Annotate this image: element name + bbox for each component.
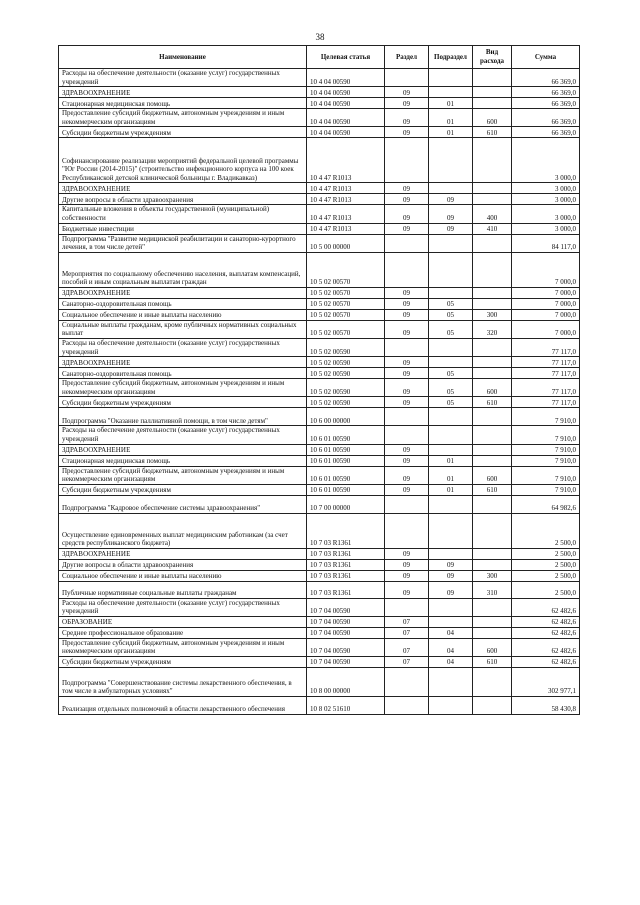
cell-name: Осуществление единовременных выплат медицинским работникам (за счет средств республиканского бюджета) bbox=[59, 513, 307, 548]
cell-expense-type: 300 bbox=[473, 570, 512, 581]
cell-expense-type bbox=[473, 668, 512, 697]
cell-expense-type: 610 bbox=[473, 484, 512, 495]
cell-sum: 62 482,6 bbox=[512, 598, 580, 616]
cell-section: 09 bbox=[385, 194, 429, 205]
cell-section: 09 bbox=[385, 223, 429, 234]
table-row bbox=[59, 223, 580, 234]
cell-subsection bbox=[429, 69, 473, 87]
cell-name: Расходы на обеспечение деятельности (оказание услуг) государственных учреждений bbox=[59, 338, 307, 356]
table-row bbox=[59, 194, 580, 205]
cell-sum: 7 000,0 bbox=[512, 298, 580, 309]
table-row bbox=[59, 109, 580, 127]
cell-subsection: 01 bbox=[429, 455, 473, 466]
table-row bbox=[59, 513, 580, 548]
table-row bbox=[59, 183, 580, 194]
cell-name: Субсидии бюджетным учреждениям bbox=[59, 397, 307, 408]
cell-section: 09 bbox=[385, 309, 429, 320]
cell-sum: 77 117,0 bbox=[512, 338, 580, 356]
cell-section bbox=[385, 138, 429, 183]
cell-expense-type bbox=[473, 455, 512, 466]
cell-section: 09 bbox=[385, 484, 429, 495]
cell-expense-type bbox=[473, 252, 512, 287]
table-row bbox=[59, 368, 580, 379]
cell-sum: 7 910,0 bbox=[512, 466, 580, 484]
cell-subsection: 05 bbox=[429, 397, 473, 408]
cell-sum: 77 117,0 bbox=[512, 379, 580, 397]
column-header-section: Раздел bbox=[385, 46, 429, 69]
cell-section: 09 bbox=[385, 109, 429, 127]
cell-sum: 3 000,0 bbox=[512, 183, 580, 194]
cell-sum: 7 910,0 bbox=[512, 455, 580, 466]
cell-sum: 7 000,0 bbox=[512, 309, 580, 320]
cell-sum: 2 500,0 bbox=[512, 548, 580, 559]
table-row bbox=[59, 397, 580, 408]
cell-code: 10 7 03 R1361 bbox=[307, 581, 385, 598]
cell-code: 10 4 47 R1013 bbox=[307, 194, 385, 205]
cell-sum: 7 000,0 bbox=[512, 287, 580, 298]
table-row bbox=[59, 638, 580, 656]
cell-subsection bbox=[429, 138, 473, 183]
cell-name: ЗДРАВООХРАНЕНИЕ bbox=[59, 87, 307, 98]
cell-expense-type bbox=[473, 548, 512, 559]
cell-expense-type bbox=[473, 98, 512, 109]
cell-section: 09 bbox=[385, 357, 429, 368]
cell-subsection bbox=[429, 338, 473, 356]
cell-section: 07 bbox=[385, 657, 429, 668]
cell-name: ЗДРАВООХРАНЕНИЕ bbox=[59, 548, 307, 559]
table-row bbox=[59, 87, 580, 98]
cell-name: Среднее профессиональное образование bbox=[59, 627, 307, 638]
cell-name: Расходы на обеспечение деятельности (оказание услуг) государственных учреждений bbox=[59, 598, 307, 616]
column-header-code: Целевая статья bbox=[307, 46, 385, 69]
cell-code: 10 8 00 00000 bbox=[307, 668, 385, 697]
cell-section bbox=[385, 598, 429, 616]
cell-subsection: 09 bbox=[429, 559, 473, 570]
table-row bbox=[59, 598, 580, 616]
cell-sum: 66 369,0 bbox=[512, 87, 580, 98]
table-row bbox=[59, 570, 580, 581]
cell-code: 10 4 04 00590 bbox=[307, 69, 385, 87]
cell-section: 09 bbox=[385, 379, 429, 397]
cell-subsection bbox=[429, 87, 473, 98]
cell-sum: 2 500,0 bbox=[512, 581, 580, 598]
cell-name: Субсидии бюджетным учреждениям bbox=[59, 484, 307, 495]
cell-section: 09 bbox=[385, 127, 429, 138]
cell-name: Публичные нормативные социальные выплаты гражданам bbox=[59, 581, 307, 598]
cell-section: 09 bbox=[385, 570, 429, 581]
cell-code: 10 4 47 R1013 bbox=[307, 183, 385, 194]
page-number: 38 bbox=[315, 32, 325, 42]
cell-section: 09 bbox=[385, 397, 429, 408]
cell-subsection bbox=[429, 287, 473, 298]
cell-expense-type: 410 bbox=[473, 223, 512, 234]
cell-section: 09 bbox=[385, 581, 429, 598]
table-row bbox=[59, 484, 580, 495]
cell-name: ЗДРАВООХРАНЕНИЕ bbox=[59, 444, 307, 455]
cell-name: ЗДРАВООХРАНЕНИЕ bbox=[59, 357, 307, 368]
cell-expense-type bbox=[473, 627, 512, 638]
cell-section: 07 bbox=[385, 616, 429, 627]
cell-name: Санаторно-оздоровительная помощь bbox=[59, 368, 307, 379]
cell-subsection bbox=[429, 252, 473, 287]
column-header-expense-type: Вид расхода bbox=[473, 46, 512, 69]
cell-code: 10 7 03 R1361 bbox=[307, 559, 385, 570]
cell-sum: 7 910,0 bbox=[512, 484, 580, 495]
cell-code: 10 5 02 00570 bbox=[307, 252, 385, 287]
cell-code: 10 7 04 00590 bbox=[307, 616, 385, 627]
cell-subsection: 05 bbox=[429, 320, 473, 338]
table-row bbox=[59, 320, 580, 338]
cell-code: 10 6 01 00590 bbox=[307, 444, 385, 455]
cell-section: 07 bbox=[385, 638, 429, 656]
cell-code: 10 5 02 00570 bbox=[307, 287, 385, 298]
cell-expense-type bbox=[473, 697, 512, 715]
cell-section: 09 bbox=[385, 87, 429, 98]
cell-code: 10 6 00 00000 bbox=[307, 408, 385, 426]
cell-name: Санаторно-оздоровительная помощь bbox=[59, 298, 307, 309]
cell-code: 10 4 47 R1013 bbox=[307, 223, 385, 234]
cell-expense-type: 600 bbox=[473, 109, 512, 127]
cell-subsection bbox=[429, 495, 473, 513]
cell-expense-type bbox=[473, 495, 512, 513]
cell-subsection: 09 bbox=[429, 570, 473, 581]
cell-name: Предоставление субсидий бюджетным, автономным учреждениям и иным некоммерческим организациям bbox=[59, 466, 307, 484]
cell-expense-type bbox=[473, 69, 512, 87]
cell-name: Софинансирование реализации мероприятий федеральной целевой программы "Юг России (2014-2015)" (строительство инфекционного корпуса на 100 коек Республиканской детской клинической больницы г. Владикавказ) bbox=[59, 138, 307, 183]
cell-sum: 66 369,0 bbox=[512, 98, 580, 109]
cell-name: Реализация отдельных полномочий в области лекарственного обеспечения bbox=[59, 697, 307, 715]
cell-subsection: 09 bbox=[429, 205, 473, 223]
cell-subsection: 04 bbox=[429, 627, 473, 638]
cell-subsection bbox=[429, 668, 473, 697]
cell-subsection: 04 bbox=[429, 638, 473, 656]
cell-subsection: 01 bbox=[429, 484, 473, 495]
cell-name: Предоставление субсидий бюджетным, автономным учреждениям и иным некоммерческим организациям bbox=[59, 379, 307, 397]
cell-code: 10 5 02 00570 bbox=[307, 320, 385, 338]
cell-subsection bbox=[429, 598, 473, 616]
cell-code: 10 7 00 00000 bbox=[307, 495, 385, 513]
table-row bbox=[59, 426, 580, 444]
cell-sum: 77 117,0 bbox=[512, 368, 580, 379]
table-row bbox=[59, 548, 580, 559]
cell-subsection bbox=[429, 616, 473, 627]
cell-name: Предоставление субсидий бюджетным, автономным учреждениям и иным некоммерческим организациям bbox=[59, 109, 307, 127]
cell-name: Расходы на обеспечение деятельности (оказание услуг) государственных учреждений bbox=[59, 69, 307, 87]
table-row bbox=[59, 697, 580, 715]
cell-code: 10 5 02 00590 bbox=[307, 338, 385, 356]
cell-code: 10 5 02 00590 bbox=[307, 397, 385, 408]
cell-section: 09 bbox=[385, 368, 429, 379]
cell-section: 09 bbox=[385, 183, 429, 194]
cell-subsection bbox=[429, 234, 473, 252]
cell-section bbox=[385, 426, 429, 444]
cell-section bbox=[385, 69, 429, 87]
cell-expense-type bbox=[473, 368, 512, 379]
cell-expense-type: 610 bbox=[473, 127, 512, 138]
cell-expense-type bbox=[473, 338, 512, 356]
cell-name: Предоставление субсидий бюджетным, автономным учреждениям и иным некоммерческим организациям bbox=[59, 638, 307, 656]
cell-subsection bbox=[429, 697, 473, 715]
column-header-name: Наименование bbox=[59, 46, 307, 69]
cell-sum: 66 369,0 bbox=[512, 127, 580, 138]
table-row bbox=[59, 298, 580, 309]
cell-subsection: 09 bbox=[429, 223, 473, 234]
cell-subsection: 01 bbox=[429, 466, 473, 484]
cell-code: 10 4 04 00590 bbox=[307, 98, 385, 109]
cell-name: Субсидии бюджетным учреждениям bbox=[59, 127, 307, 138]
cell-code: 10 4 04 00590 bbox=[307, 109, 385, 127]
cell-subsection: 01 bbox=[429, 98, 473, 109]
table-row bbox=[59, 466, 580, 484]
cell-expense-type: 300 bbox=[473, 309, 512, 320]
cell-expense-type bbox=[473, 426, 512, 444]
cell-code: 10 8 02 51610 bbox=[307, 697, 385, 715]
cell-subsection: 05 bbox=[429, 298, 473, 309]
table-row bbox=[59, 379, 580, 397]
cell-sum: 2 500,0 bbox=[512, 559, 580, 570]
cell-code: 10 6 01 00590 bbox=[307, 455, 385, 466]
cell-code: 10 7 04 00590 bbox=[307, 627, 385, 638]
cell-section bbox=[385, 338, 429, 356]
cell-subsection: 01 bbox=[429, 109, 473, 127]
cell-subsection bbox=[429, 183, 473, 194]
table-row bbox=[59, 559, 580, 570]
cell-expense-type bbox=[473, 234, 512, 252]
cell-subsection bbox=[429, 548, 473, 559]
table-row bbox=[59, 455, 580, 466]
column-header-sum: Сумма bbox=[512, 46, 580, 69]
table-row bbox=[59, 98, 580, 109]
table-row bbox=[59, 338, 580, 356]
cell-expense-type bbox=[473, 598, 512, 616]
cell-section: 07 bbox=[385, 627, 429, 638]
cell-code: 10 4 04 00590 bbox=[307, 127, 385, 138]
cell-section bbox=[385, 513, 429, 548]
column-header-subsection: Подраздел bbox=[429, 46, 473, 69]
cell-section bbox=[385, 697, 429, 715]
cell-expense-type bbox=[473, 138, 512, 183]
cell-section: 09 bbox=[385, 455, 429, 466]
cell-name: Подпрограмма "Оказание паллиативной помощи, в том числе детям" bbox=[59, 408, 307, 426]
cell-section: 09 bbox=[385, 444, 429, 455]
cell-code: 10 4 04 00590 bbox=[307, 87, 385, 98]
cell-expense-type bbox=[473, 194, 512, 205]
cell-expense-type bbox=[473, 287, 512, 298]
table-row bbox=[59, 581, 580, 598]
cell-expense-type: 600 bbox=[473, 638, 512, 656]
cell-section bbox=[385, 252, 429, 287]
cell-code: 10 7 04 00590 bbox=[307, 657, 385, 668]
cell-section: 09 bbox=[385, 559, 429, 570]
cell-section bbox=[385, 408, 429, 426]
cell-expense-type bbox=[473, 616, 512, 627]
cell-subsection bbox=[429, 408, 473, 426]
cell-sum: 3 000,0 bbox=[512, 205, 580, 223]
cell-subsection: 05 bbox=[429, 309, 473, 320]
cell-sum: 84 117,0 bbox=[512, 234, 580, 252]
cell-section: 09 bbox=[385, 98, 429, 109]
cell-subsection bbox=[429, 513, 473, 548]
cell-expense-type: 610 bbox=[473, 657, 512, 668]
cell-section: 09 bbox=[385, 287, 429, 298]
table-row bbox=[59, 657, 580, 668]
cell-name: Социальные выплаты гражданам, кроме публичных нормативных социальных выплат bbox=[59, 320, 307, 338]
cell-sum: 77 117,0 bbox=[512, 397, 580, 408]
cell-sum: 62 482,6 bbox=[512, 616, 580, 627]
cell-sum: 302 977,1 bbox=[512, 668, 580, 697]
cell-name: Стационарная медицинская помощь bbox=[59, 455, 307, 466]
cell-expense-type: 320 bbox=[473, 320, 512, 338]
cell-name: Подпрограмма "Развитие медицинской реабилитации и санаторно-курортного лечения, в том числе детей" bbox=[59, 234, 307, 252]
cell-code: 10 7 04 00590 bbox=[307, 638, 385, 656]
cell-name: Подпрограмма "Кадровое обеспечение системы здравоохранения" bbox=[59, 495, 307, 513]
cell-code: 10 5 00 00000 bbox=[307, 234, 385, 252]
cell-sum: 58 430,8 bbox=[512, 697, 580, 715]
cell-expense-type bbox=[473, 444, 512, 455]
cell-code: 10 7 03 R1361 bbox=[307, 570, 385, 581]
cell-sum: 7 910,0 bbox=[512, 426, 580, 444]
cell-name: Мероприятия по социальному обеспечению населения, выплатам компенсаций, пособий и иным социальным выплатам граждан bbox=[59, 252, 307, 287]
cell-expense-type bbox=[473, 513, 512, 548]
cell-code: 10 6 01 00590 bbox=[307, 466, 385, 484]
cell-sum: 64 982,6 bbox=[512, 495, 580, 513]
cell-name: Социальное обеспечение и иные выплаты населению bbox=[59, 570, 307, 581]
cell-name: Субсидии бюджетным учреждениям bbox=[59, 657, 307, 668]
cell-sum: 7 910,0 bbox=[512, 444, 580, 455]
table-row bbox=[59, 252, 580, 287]
cell-name: Расходы на обеспечение деятельности (оказание услуг) государственных учреждений bbox=[59, 426, 307, 444]
cell-expense-type bbox=[473, 357, 512, 368]
cell-expense-type bbox=[473, 298, 512, 309]
cell-sum: 3 000,0 bbox=[512, 138, 580, 183]
cell-subsection: 01 bbox=[429, 127, 473, 138]
cell-section: 09 bbox=[385, 298, 429, 309]
cell-name: Подпрограмма "Совершенствование системы лекарственного обеспечения, в том числе в амбулаторных условиях" bbox=[59, 668, 307, 697]
cell-subsection: 04 bbox=[429, 657, 473, 668]
table-row bbox=[59, 495, 580, 513]
cell-expense-type bbox=[473, 408, 512, 426]
cell-code: 10 6 01 00590 bbox=[307, 484, 385, 495]
cell-expense-type: 310 bbox=[473, 581, 512, 598]
budget-table bbox=[58, 45, 580, 715]
cell-subsection: 09 bbox=[429, 194, 473, 205]
table-row bbox=[59, 668, 580, 697]
cell-sum: 77 117,0 bbox=[512, 357, 580, 368]
table-row bbox=[59, 357, 580, 368]
cell-code: 10 7 03 R1361 bbox=[307, 513, 385, 548]
cell-code: 10 5 02 00590 bbox=[307, 368, 385, 379]
cell-name: ЗДРАВООХРАНЕНИЕ bbox=[59, 287, 307, 298]
cell-code: 10 5 02 00570 bbox=[307, 298, 385, 309]
cell-section: 09 bbox=[385, 205, 429, 223]
cell-name: Бюджетные инвестиции bbox=[59, 223, 307, 234]
table-row bbox=[59, 138, 580, 183]
cell-sum: 62 482,6 bbox=[512, 657, 580, 668]
cell-section: 09 bbox=[385, 320, 429, 338]
cell-sum: 3 000,0 bbox=[512, 194, 580, 205]
cell-code: 10 6 01 00590 bbox=[307, 426, 385, 444]
cell-subsection bbox=[429, 426, 473, 444]
cell-name: ОБРАЗОВАНИЕ bbox=[59, 616, 307, 627]
cell-expense-type: 600 bbox=[473, 379, 512, 397]
table-row bbox=[59, 444, 580, 455]
table-header-row bbox=[59, 46, 580, 69]
cell-sum: 2 500,0 bbox=[512, 513, 580, 548]
table-body bbox=[59, 69, 580, 715]
table-row bbox=[59, 616, 580, 627]
cell-expense-type bbox=[473, 183, 512, 194]
cell-code: 10 5 02 00570 bbox=[307, 309, 385, 320]
cell-expense-type bbox=[473, 87, 512, 98]
cell-subsection bbox=[429, 444, 473, 455]
cell-name: Другие вопросы в области здравоохранения bbox=[59, 559, 307, 570]
cell-sum: 2 500,0 bbox=[512, 570, 580, 581]
cell-sum: 7 000,0 bbox=[512, 252, 580, 287]
cell-section bbox=[385, 495, 429, 513]
cell-section: 09 bbox=[385, 548, 429, 559]
cell-code: 10 5 02 00590 bbox=[307, 357, 385, 368]
table-row bbox=[59, 69, 580, 87]
cell-sum: 62 482,6 bbox=[512, 638, 580, 656]
cell-expense-type: 400 bbox=[473, 205, 512, 223]
table-row bbox=[59, 205, 580, 223]
cell-name: Социальное обеспечение и иные выплаты населению bbox=[59, 309, 307, 320]
cell-sum: 66 369,0 bbox=[512, 109, 580, 127]
cell-subsection: 05 bbox=[429, 379, 473, 397]
cell-code: 10 7 03 R1361 bbox=[307, 548, 385, 559]
table-row bbox=[59, 287, 580, 298]
cell-section bbox=[385, 234, 429, 252]
cell-sum: 3 000,0 bbox=[512, 223, 580, 234]
cell-code: 10 5 02 00590 bbox=[307, 379, 385, 397]
cell-subsection: 05 bbox=[429, 368, 473, 379]
cell-section bbox=[385, 668, 429, 697]
cell-subsection: 09 bbox=[429, 581, 473, 598]
cell-subsection bbox=[429, 357, 473, 368]
cell-sum: 7 910,0 bbox=[512, 408, 580, 426]
cell-expense-type: 600 bbox=[473, 466, 512, 484]
table-row bbox=[59, 127, 580, 138]
cell-code: 10 7 04 00590 bbox=[307, 598, 385, 616]
cell-name: Стационарная медицинская помощь bbox=[59, 98, 307, 109]
cell-name: ЗДРАВООХРАНЕНИЕ bbox=[59, 183, 307, 194]
cell-expense-type bbox=[473, 559, 512, 570]
cell-expense-type: 610 bbox=[473, 397, 512, 408]
table-row bbox=[59, 309, 580, 320]
cell-name: Другие вопросы в области здравоохранения bbox=[59, 194, 307, 205]
cell-sum: 7 000,0 bbox=[512, 320, 580, 338]
cell-section: 09 bbox=[385, 466, 429, 484]
table-row bbox=[59, 408, 580, 426]
cell-code: 10 4 47 R1013 bbox=[307, 138, 385, 183]
table-row bbox=[59, 234, 580, 252]
cell-sum: 66 369,0 bbox=[512, 69, 580, 87]
cell-code: 10 4 47 R1013 bbox=[307, 205, 385, 223]
cell-name: Капитальные вложения в объекты государственной (муниципальной) собственности bbox=[59, 205, 307, 223]
table-row bbox=[59, 627, 580, 638]
cell-sum: 62 482,6 bbox=[512, 627, 580, 638]
